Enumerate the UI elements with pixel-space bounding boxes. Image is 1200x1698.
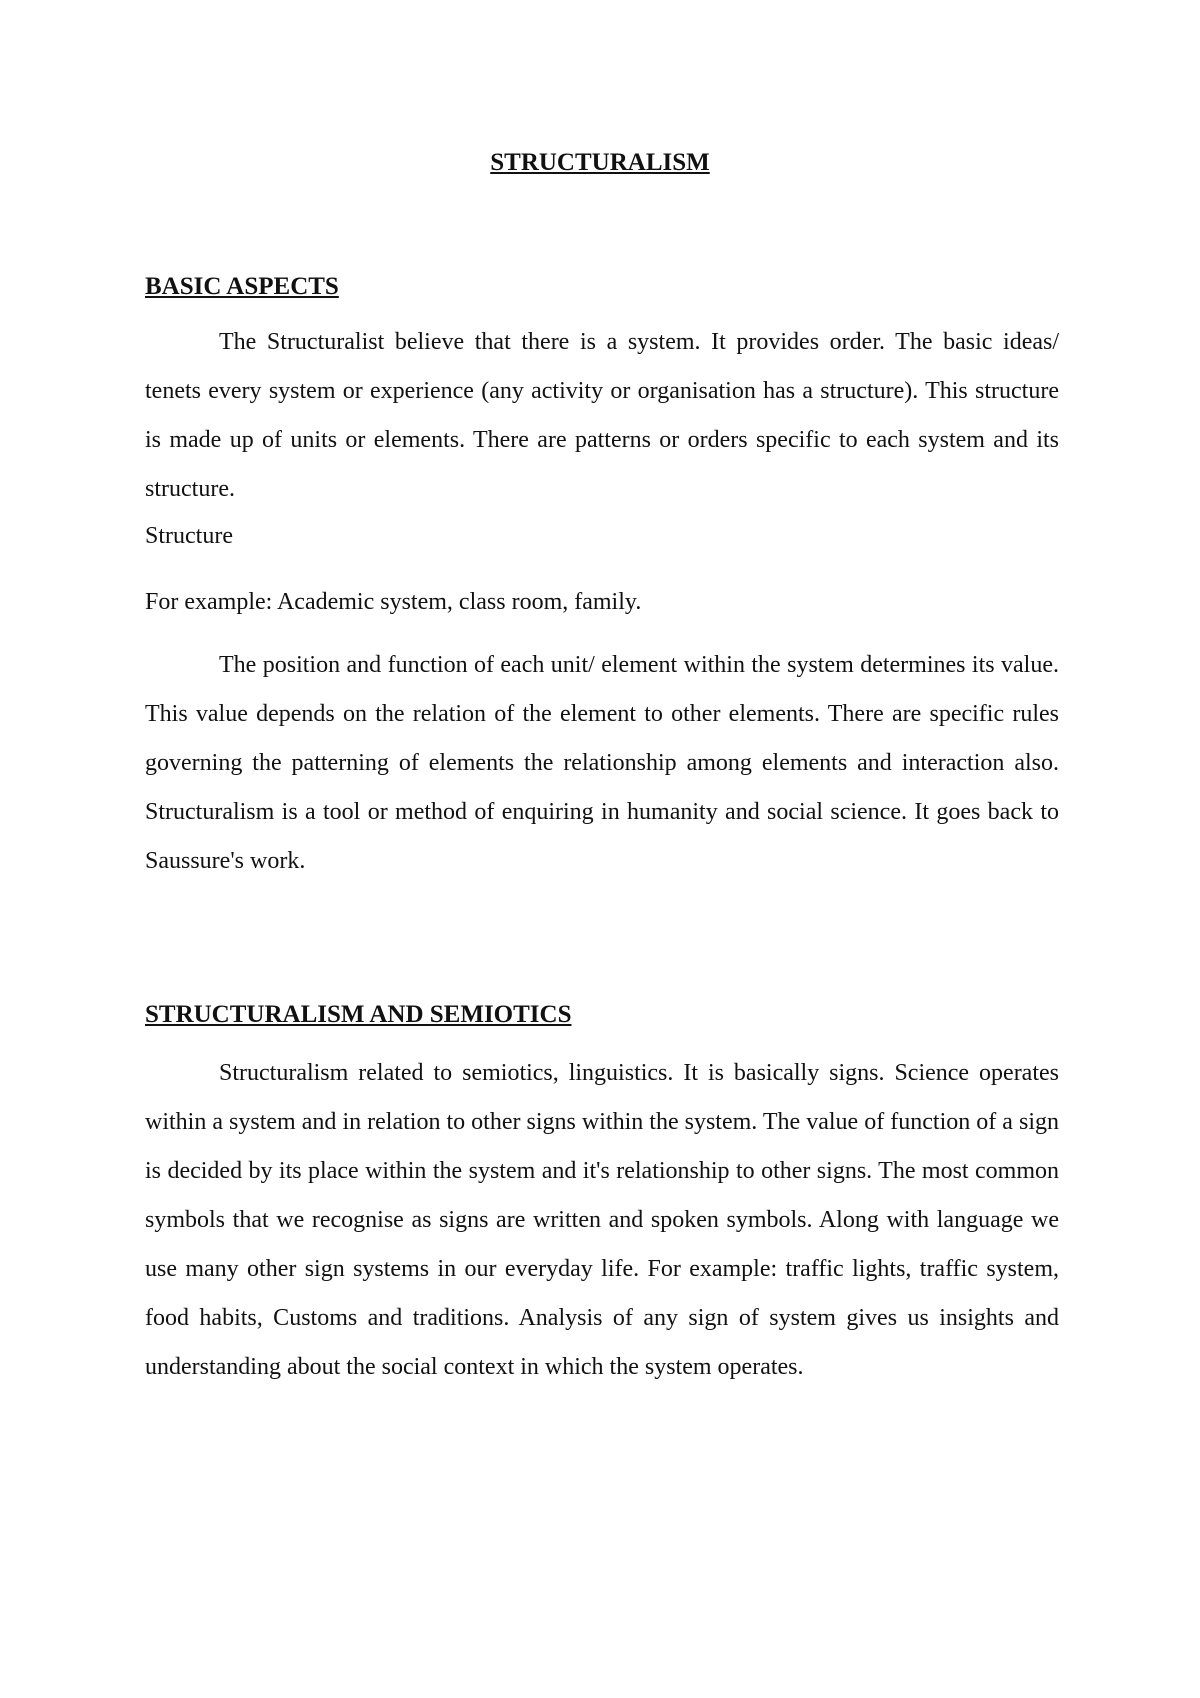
paragraph-structuralist-belief: The Structuralist believe that there is a system. It provides order. The basic ideas/ tenets every system or experience (any activity or organisation has a structure). This structure is made up of units or elements. There are patterns or orders specific to each system and its structure. (145, 329, 1059, 502)
document-title: STRUCTURALISM (490, 149, 710, 176)
paragraph-structure-example: For example: Academic system, class room, family. (145, 589, 642, 615)
paragraph-structure-label: Structure (145, 523, 233, 549)
section-heading-structuralism-semiotics: STRUCTURALISM AND SEMIOTICS (145, 1001, 572, 1028)
paragraph-position-function: The position and function of each unit/ element within the system determines its value. This value depends on the relation of the element to other elements. There are specific rules governing the patterning of elements the relationship among elements and interaction also. Structuralism is a tool or method of enquiring in humanity and social science. It goes back to Saussure's work. (145, 652, 1059, 874)
paragraph-semiotics: Structuralism related to semiotics, linguistics. It is basically signs. Science operates within a system and in relation to other signs within the system. The value of function of a sign is decided by its place within the system and it's relationship to other signs. The most common symbols that we recognise as signs are written and spoken symbols. Along with language we use many other sign systems in our everyday life. For example: traffic lights, traffic system, food habits, Customs and traditions. Analysis of any sign of system gives us insights and understanding about the social context in which the system operates. (145, 1060, 1059, 1380)
section-heading-basic-aspects: BASIC ASPECTS (145, 273, 339, 300)
